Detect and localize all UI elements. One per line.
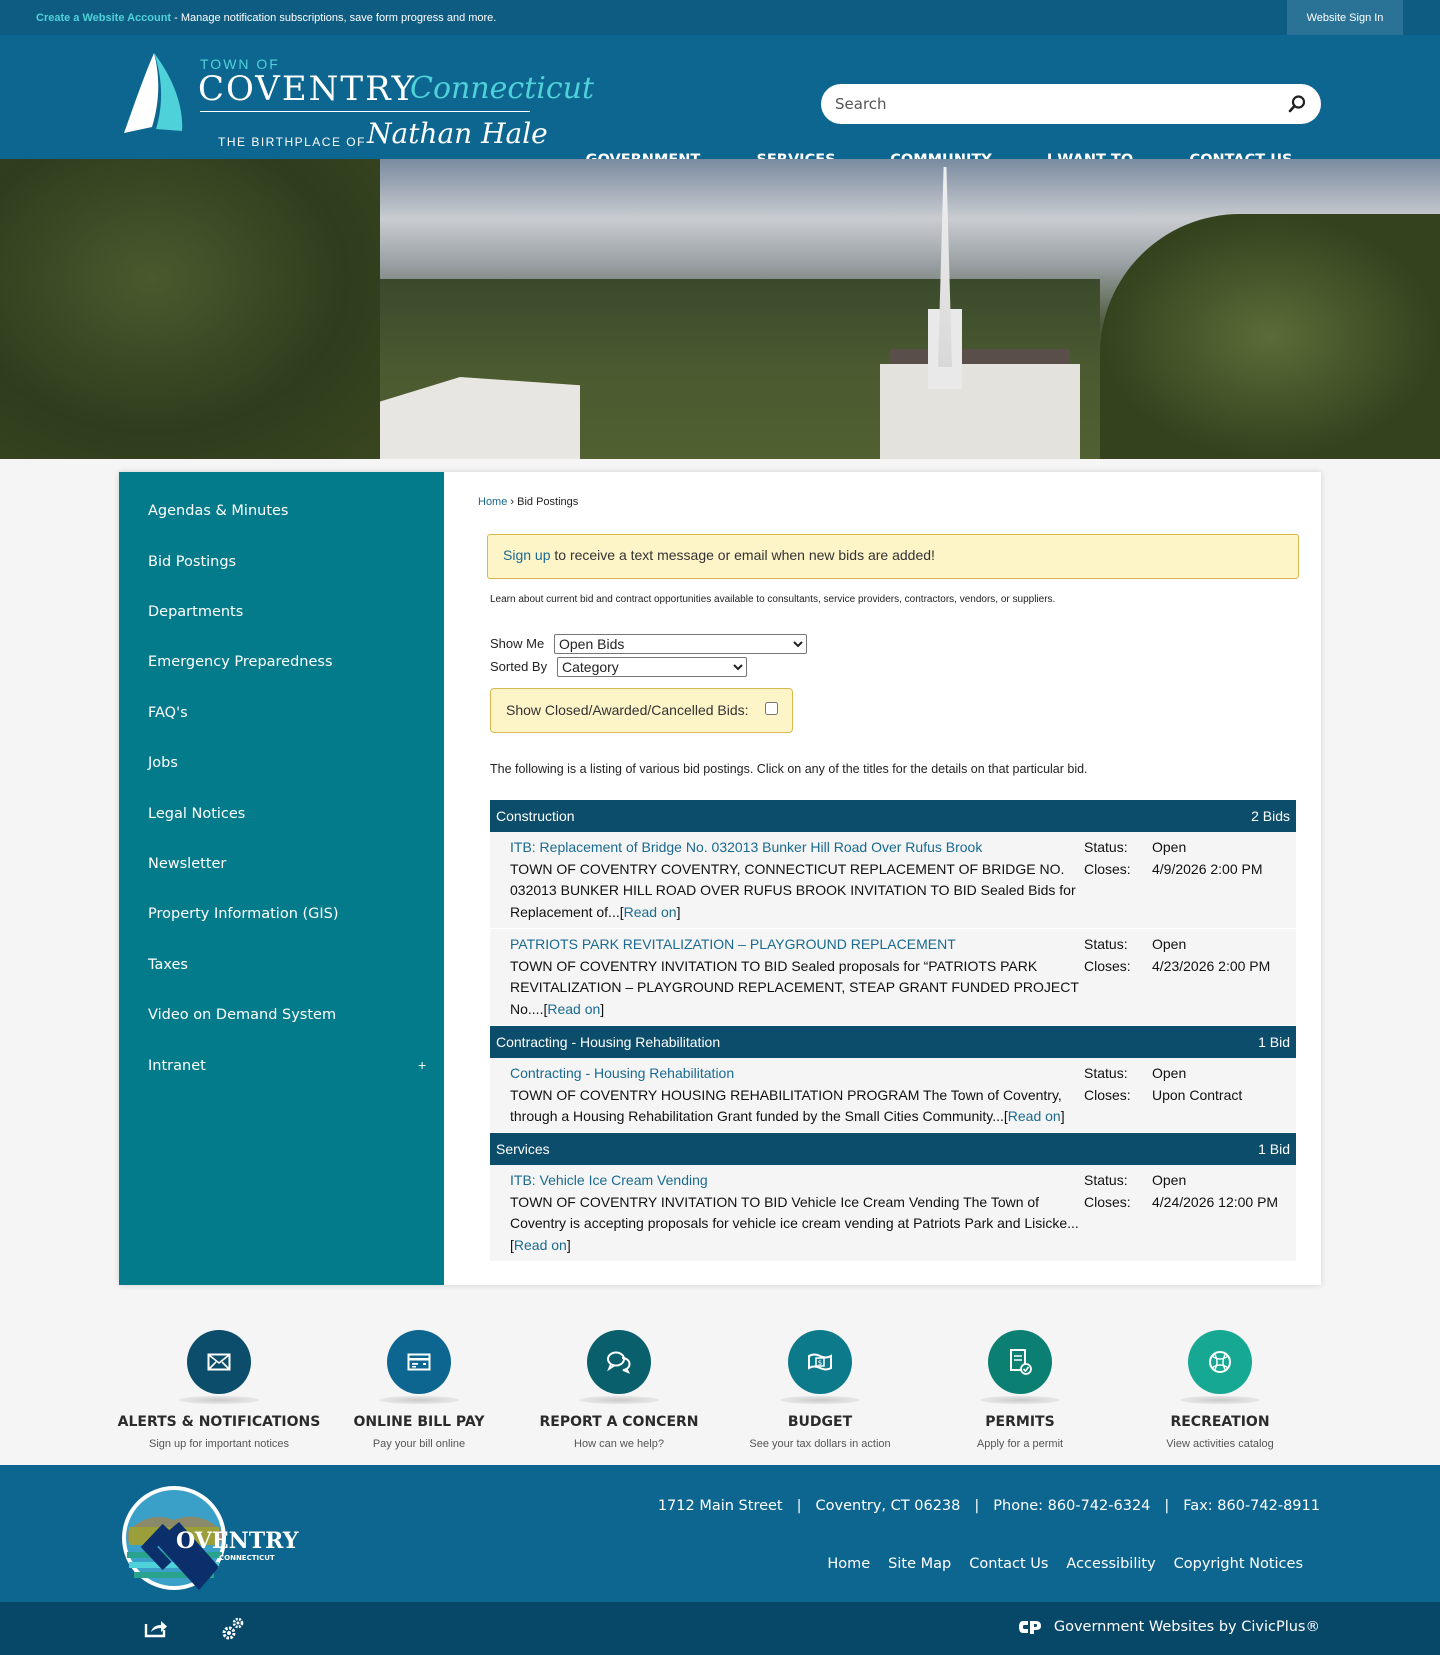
category-name: Contracting - Housing Rehabilitation: [496, 1034, 721, 1050]
logo-connecticut: Connecticut: [410, 71, 595, 106]
sail-logo-icon: [122, 51, 192, 141]
status-value: Open: [1152, 936, 1187, 952]
quick-link-title: PERMITS: [985, 1414, 1055, 1430]
category-name: Services: [496, 1141, 550, 1157]
quick-links: [0, 1330, 1440, 1465]
separator: |: [1164, 1498, 1170, 1514]
quick-link-title: REPORT A CONCERN: [539, 1414, 699, 1430]
bid-item: ITB: Replacement of Bridge No. 032013 Bunker Hill Road Over Rufus Brook TOWN OF COVENTRY COVENTRY, CONNECTICUT REPLACEMENT OF BRIDGE NO. 032013 BUNKER HILL ROAD OVER RUFUS BROOK INVITATION TO BID Sealed Bids for Replacement of...[Read on] Status: Open Closes: 4/9/2026 2:00 PM: [490, 832, 1296, 928]
sidebar-item-legal-notices[interactable]: Legal Notices: [148, 806, 246, 822]
logo-coventry: COVENTRY: [198, 69, 417, 109]
bid-meta: [1084, 934, 1294, 977]
gear-icon[interactable]: [220, 1616, 246, 1642]
read-on-link[interactable]: Read on: [1007, 1108, 1061, 1124]
chat-bubbles-icon: [587, 1330, 651, 1394]
category-count: 1 Bid: [1258, 1034, 1290, 1050]
logo-birthplace: THE BIRTHPLACE OF: [218, 135, 366, 149]
envelope-icon: [187, 1330, 251, 1394]
closes-value: 4/24/2026 12:00 PM: [1152, 1193, 1279, 1210]
bid-title-link[interactable]: ITB: Vehicle Ice Cream Vending: [510, 1172, 708, 1188]
expand-plus-icon[interactable]: +: [418, 1057, 427, 1073]
sidebar-item-departments[interactable]: Departments: [148, 604, 244, 620]
bid-item: Contracting - Housing Rehabilitation TOWN OF COVENTRY HOUSING REHABILITATION PROGRAM The Town of Coventry, through a Housing Rehabilitation Grant funded by the Small Cities Community...[Read on] Status: Open Closes: Upon Contract: [490, 1058, 1296, 1132]
quick-link-title: ALERTS & NOTIFICATIONS: [117, 1414, 321, 1430]
category-header: [490, 1133, 1296, 1165]
quick-link-report-concern[interactable]: [514, 1330, 724, 1450]
footer-link-home[interactable]: Home: [827, 1556, 871, 1572]
hero-steeple: [938, 167, 952, 367]
address-phone[interactable]: Phone: 860-742-6324: [993, 1498, 1151, 1514]
logo-rule: [200, 111, 530, 112]
closes-value: 4/23/2026 2:00 PM: [1152, 957, 1271, 974]
bid-meta: [1084, 837, 1294, 880]
top-bar: [0, 0, 1440, 35]
sidebar-item-video-on-demand[interactable]: Video on Demand System: [148, 1007, 337, 1023]
hero-church: [880, 364, 1080, 459]
quick-link-title: BUDGET: [787, 1414, 853, 1430]
content-area: [444, 472, 1321, 1285]
show-closed-checkbox[interactable]: [765, 702, 778, 715]
bid-item: ITB: Vehicle Ice Cream Vending TOWN OF COVENTRY INVITATION TO BID Vehicle Ice Cream Vending The Town of Coventry is accepting proposals for vehicle ice cream vending at Patriots Park and Lisicke...[Read on] Status: Open Closes: 4/24/2026 12:00 PM: [490, 1165, 1296, 1261]
read-on-link[interactable]: Read on: [623, 903, 677, 920]
quick-link-alerts[interactable]: [114, 1330, 324, 1450]
bid-title-link[interactable]: ITB: Replacement of Bridge No. 032013 Bunker Hill Road Over Rufus Brook: [510, 839, 983, 855]
footer-link-contact-us[interactable]: Contact Us: [969, 1556, 1049, 1572]
read-on-link[interactable]: Read on: [547, 1000, 601, 1017]
closes-label: Closes:: [1084, 1086, 1131, 1103]
closes-value: 4/9/2026 2:00 PM: [1152, 860, 1263, 877]
bid-item: PATRIOTS PARK REVITALIZATION – PLAYGROUND REPLACEMENT TOWN OF COVENTRY INVITATION TO BID Sealed proposals for “PATRIOTS PARK REVITALIZATION – PLAYGROUND REPLACEMENT, STEAP GRANT FUNDED PROJECT No....[Read on] Status: Open Closes: 4/23/2026 2:00 PM: [490, 929, 1296, 1025]
status-label: Status:: [1084, 839, 1128, 855]
show-closed-label: Show Closed/Awarded/Cancelled Bids:: [506, 702, 749, 718]
show-me-label: Show Me: [490, 636, 545, 651]
search-input[interactable]: [835, 92, 1265, 116]
bottom-bar: [0, 1602, 1440, 1655]
alert-text: to receive a text message or email when new bids are added!: [550, 547, 935, 563]
status-label: Status:: [1084, 1065, 1128, 1081]
status-value: Open: [1152, 1172, 1187, 1188]
ball-icon: [1188, 1330, 1252, 1394]
bid-description: TOWN OF COVENTRY HOUSING REHABILITATION PROGRAM The Town of Coventry, through a Housing Rehabilitation Grant funded by the Small Cities Community...: [510, 1086, 1062, 1124]
credit-card-icon: [387, 1330, 451, 1394]
create-account-desc: - Manage notification subscriptions, save form progress and more.: [171, 12, 497, 24]
bid-description: TOWN OF COVENTRY INVITATION TO BID Sealed proposals for “PATRIOTS PARK REVITALIZATION – PLAYGROUND REPLACEMENT, STEAP GRANT FUNDED PROJECT No....: [510, 957, 1079, 1017]
category-header: [490, 1026, 1296, 1058]
category-name: Construction: [496, 808, 575, 824]
icon-shadow: [179, 1396, 259, 1404]
footer-address: [658, 1498, 1320, 1514]
quick-link-subtitle: How can we help?: [574, 1438, 664, 1450]
quick-link-permits[interactable]: [915, 1330, 1125, 1450]
read-on-link[interactable]: Read on: [513, 1236, 567, 1253]
sidebar-item-emergency-preparedness[interactable]: Emergency Preparedness: [148, 654, 333, 670]
hero-image: [0, 159, 1440, 459]
quick-link-subtitle: See your tax dollars in action: [749, 1438, 891, 1450]
share-icon[interactable]: [144, 1618, 168, 1638]
quick-link-subtitle: View activities catalog: [1166, 1438, 1274, 1450]
hero-trees-left: [0, 159, 380, 459]
footer: [0, 1465, 1440, 1602]
bid-list: [490, 800, 1296, 1262]
breadcrumb-separator: ›: [507, 496, 518, 508]
icon-shadow: [980, 1396, 1060, 1404]
quick-link-recreation[interactable]: [1115, 1330, 1325, 1450]
quick-link-online-bill-pay[interactable]: [314, 1330, 524, 1450]
footer-logo[interactable]: [119, 1482, 299, 1597]
money-icon: [788, 1330, 852, 1394]
icon-shadow: [579, 1396, 659, 1404]
bid-title-link[interactable]: PATRIOTS PARK REVITALIZATION – PLAYGROUND REPLACEMENT: [510, 936, 956, 952]
main-card: [119, 472, 1321, 1285]
status-label: Status:: [1084, 1172, 1128, 1188]
separator: |: [974, 1498, 980, 1514]
icon-shadow: [780, 1396, 860, 1404]
permit-clipboard-icon: [988, 1330, 1052, 1394]
address-city: Coventry, CT 06238: [815, 1498, 961, 1514]
category-count: 2 Bids: [1251, 808, 1290, 824]
sidebar-item-bid-postings[interactable]: Bid Postings: [148, 554, 237, 570]
category-header: [490, 800, 1296, 832]
show-closed-box: [490, 688, 793, 733]
closes-value: Upon Contract: [1152, 1086, 1243, 1103]
account-message: [36, 12, 496, 24]
closes-label: Closes:: [1084, 957, 1131, 974]
sidebar-item-property-information[interactable]: Property Information (GIS): [148, 906, 339, 922]
svg-text:$: $: [817, 1359, 823, 1367]
signup-alert: [487, 534, 1299, 579]
search-icon[interactable]: [1287, 94, 1307, 114]
sidebar-item-faqs[interactable]: FAQ's: [148, 705, 188, 721]
svg-text:OVENTRY: OVENTRY: [176, 1528, 299, 1554]
svg-text:CONNECTICUT: CONNECTICUT: [219, 1554, 275, 1562]
quick-link-title: RECREATION: [1170, 1414, 1270, 1430]
sidebar-item-intranet[interactable]: Intranet: [148, 1058, 206, 1074]
icon-shadow: [1180, 1396, 1260, 1404]
sidebar-item-agendas-minutes[interactable]: Agendas & Minutes: [148, 503, 289, 519]
sidebar-item-newsletter[interactable]: Newsletter: [148, 856, 227, 872]
sidebar-item-jobs[interactable]: Jobs: [148, 755, 178, 771]
intro-text: Learn about current bid and contract opportunities available to consultants, service providers, contractors, vendors, or suppliers.: [490, 594, 1056, 605]
website-sign-in-button[interactable]: Website Sign In: [1287, 0, 1403, 35]
separator: |: [796, 1498, 802, 1514]
footer-links: [809, 1556, 1303, 1572]
icon-shadow: [379, 1396, 459, 1404]
hero-trees-right: [1100, 214, 1440, 459]
civicplus-logo-icon: [1018, 1619, 1042, 1635]
closes-label: Closes:: [1084, 1193, 1131, 1210]
show-me-select[interactable]: [554, 634, 807, 654]
quick-link-subtitle: Pay your bill online: [372, 1438, 466, 1450]
breadcrumb: [478, 496, 578, 508]
quick-link-title: ONLINE BILL PAY: [353, 1414, 485, 1430]
civicplus-text: Government Websites by CivicPlus®: [1053, 1619, 1320, 1635]
sorted-by-select[interactable]: [557, 657, 747, 677]
category-count: 1 Bid: [1258, 1141, 1290, 1157]
quick-link-subtitle: Apply for a permit: [976, 1438, 1064, 1450]
address-fax: Fax: 860-742-8911: [1183, 1498, 1320, 1514]
site-logo[interactable]: [122, 51, 595, 150]
closes-label: Closes:: [1084, 860, 1131, 877]
status-value: Open: [1152, 839, 1187, 855]
civicplus-credit[interactable]: [1018, 1619, 1320, 1635]
bid-description: TOWN OF COVENTRY INVITATION TO BID Vehicle Ice Cream Vending The Town of Coventry is accepting proposals for vehicle ice cream vending at Patriots Park and Lisicke...: [510, 1193, 1079, 1231]
bid-meta: [1084, 1170, 1294, 1213]
footer-link-accessibility[interactable]: Accessibility: [1066, 1556, 1156, 1572]
sorted-by-label: Sorted By: [490, 659, 548, 674]
sign-up-link[interactable]: Sign up: [503, 547, 551, 563]
create-account-link[interactable]: Create a Website Account: [36, 12, 172, 24]
status-value: Open: [1152, 1065, 1187, 1081]
sidebar: [119, 472, 444, 1285]
search-box: [821, 84, 1321, 124]
breadcrumb-current: Bid Postings: [517, 496, 579, 508]
address-street: 1712 Main Street: [657, 1498, 783, 1514]
logo-nathan-hale: Nathan Hale: [367, 117, 548, 150]
sidebar-item-taxes[interactable]: Taxes: [148, 957, 188, 973]
listing-note: The following is a listing of various bid postings. Click on any of the titles for the details on that particular bid.: [490, 762, 1088, 776]
quick-link-budget[interactable]: [715, 1330, 925, 1450]
footer-link-copyright[interactable]: Copyright Notices: [1173, 1556, 1303, 1572]
status-label: Status:: [1084, 936, 1128, 952]
bid-meta: [1084, 1063, 1294, 1106]
site-header: [0, 35, 1440, 159]
bid-title-link[interactable]: Contracting - Housing Rehabilitation: [510, 1065, 735, 1081]
logo-town-of: TOWN OF: [200, 56, 280, 72]
bid-description: TOWN OF COVENTRY COVENTRY, CONNECTICUT REPLACEMENT OF BRIDGE NO. 032013 BUNKER HILL ROAD OVER RUFUS BROOK INVITATION TO BID Sealed Bids for Replacement of...: [510, 860, 1076, 920]
breadcrumb-home-link[interactable]: Home: [478, 496, 508, 508]
quick-link-subtitle: Sign up for important notices: [148, 1438, 290, 1450]
footer-link-site-map[interactable]: Site Map: [888, 1556, 952, 1572]
